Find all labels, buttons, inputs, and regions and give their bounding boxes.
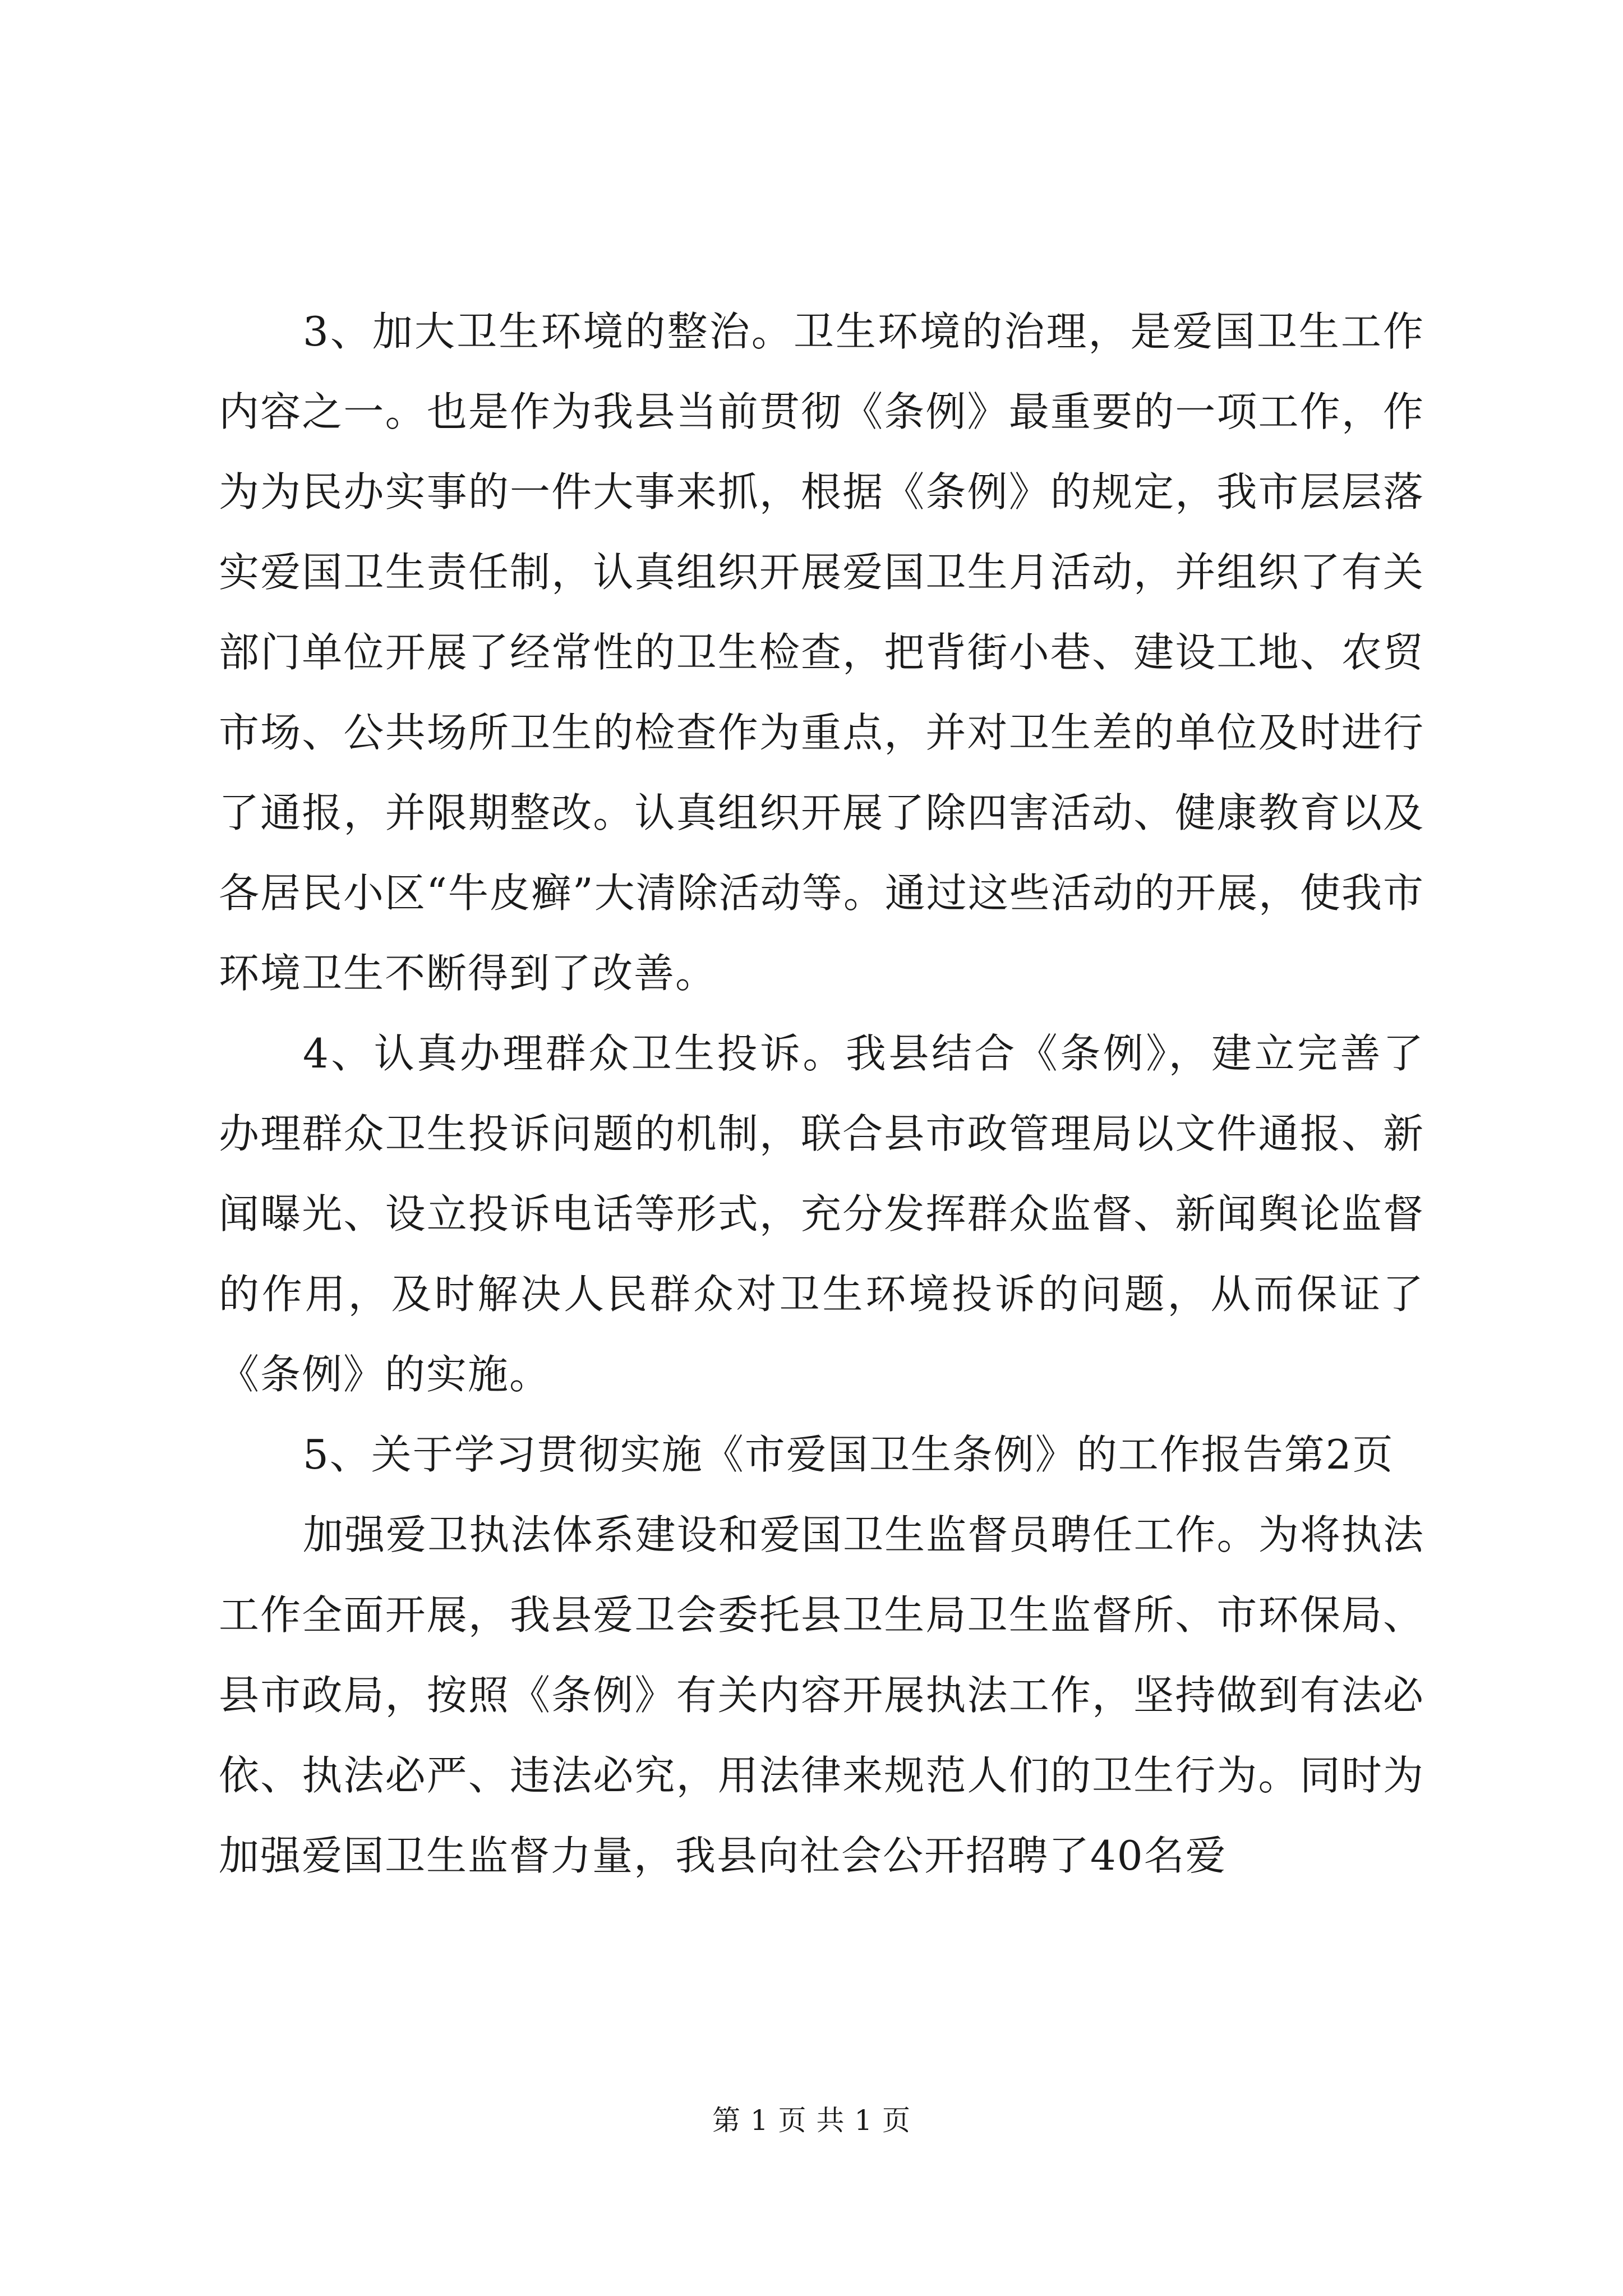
paragraph-report-heading: 5、关于学习贯彻实施《市爱国卫生条例》的工作报告第2页 — [303, 1431, 1394, 1478]
document-body — [219, 292, 1424, 1896]
paragraph-sanitation-rectification: 3、加大卫生环境的整治。卫生环境的治理，是爱国卫生工作内容之一。也是作为我县当前贯彻《条例》最重要的一项工作，作为为民办实事的一件大事来抓，根据《条例》的规定，我市层层落实爱国卫生责任制，认真组织开展爱国卫生月活动，并组织了有关部门单位开展了经常性的卫生检查，把背街小巷、建设工地、农贸市场、公共场所卫生的检查作为重点，并对卫生差的单位及时进行了通报，并限期整改。认真组织开展了除四害活动、健康教育以及各居民小区“牛皮癣”大清除活动等。通过这些活动的开展，使我市环境卫生不断得到了改善。 — [219, 308, 1424, 997]
paragraph-public-complaints: 4、认真办理群众卫生投诉。我县结合《条例》，建立完善了办理群众卫生投诉问题的机制，联合县市政管理局以文件通报、新闻曝光、设立投诉电话等形式，充分发挥群众监督、新闻舆论监督的作用，及时解决人民群众对卫生环境投诉的问题，从而保证了《条例》的实施。 — [219, 1030, 1424, 1398]
page-footer: 第 1 页 共 1 页 — [712, 2104, 911, 2137]
paragraph-law-enforcement: 加强爱卫执法体系建设和爱国卫生监督员聘任工作。为将执法工作全面开展，我县爱卫会委托县卫生局卫生监督所、市环保局、县市政局，按照《条例》有关内容开展执法工作，坚持做到有法必依、执法必严、违法必究，用法律来规范人们的卫生行为。同时为加强爱国卫生监督力量，我县向社会公开招聘了40名爱 — [219, 1511, 1424, 1879]
